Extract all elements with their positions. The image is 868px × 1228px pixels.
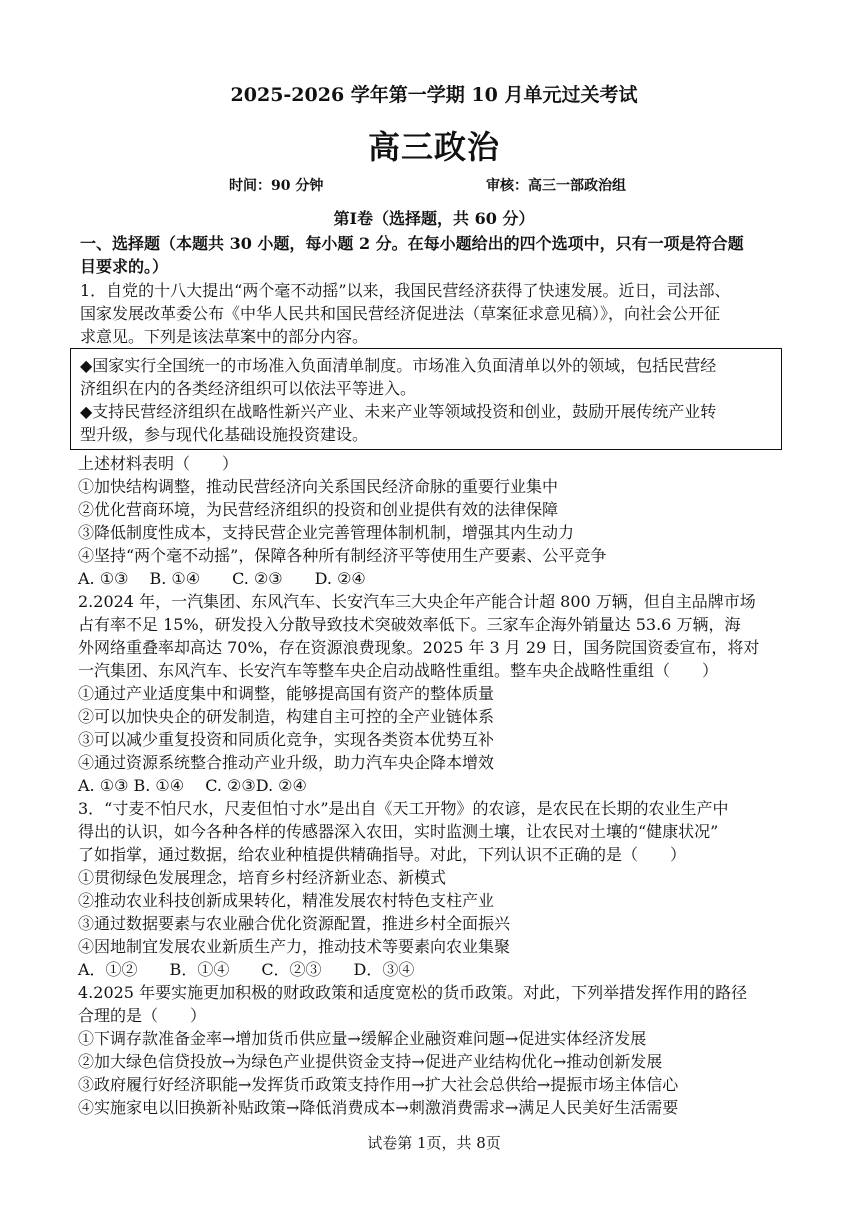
exam-time: 时间：90 分钟 bbox=[229, 178, 324, 194]
q1-item-2: ②优化营商环境，为民营经济组织的投资和创业提供有效的法律保障 bbox=[78, 500, 559, 519]
q1-box-line-3: ◆支持民营经济组织在战略性新兴产业、未来产业等领域投资和创业，鼓励开展传统产业转 bbox=[80, 402, 717, 421]
q3-stem-line-3: 了如指掌，通过数据，给农业种植提供精确指导。对此，下列认识不正确的是（ ） bbox=[78, 845, 687, 864]
q1-item-3: ③降低制度性成本，支持民营企业完善管理体制机制，增强其内生动力 bbox=[78, 523, 575, 542]
q1-item-4: ④坚持“两个毫不动摇”，保障各种所有制经济平等使用生产要素、公平竞争 bbox=[78, 546, 607, 565]
q3-stem-line-1: 3．“寸麦不怕尺水，尺麦但怕寸水”是出自《天工开物》的农谚，是农民在长期的农业生产中 bbox=[78, 799, 729, 818]
instructions-line-1: 一、选择题（本题共 30 小题，每小题 2 分。在每小题给出的四个选项中，只有一项是符合题 bbox=[80, 234, 744, 253]
q1-stem-line-3: 求意见。下列是该法草案中的部分内容。 bbox=[80, 327, 369, 346]
q1-item-1: ①加快结构调整，推动民营经济向关系国民经济命脉的重要行业集中 bbox=[78, 477, 559, 496]
q3-stem-line-2: 得出的认识，如今各种各样的传感器深入农田，实时监测土壤，让农民对土壤的“健康状况” bbox=[78, 822, 719, 841]
q1-stem-line-2: 国家发展改革委公布《中华人民共和国民营经济促进法（草案征求意见稿）》，向社会公开征 bbox=[80, 304, 721, 323]
q3-item-1: ①贯彻绿色发展理念，培育乡村经济新业态、新模式 bbox=[78, 868, 447, 887]
q2-stem-line-2: 占有率不足 15%，研发投入分散导致技术突破效率低下。三家车企海外销量达 53.6 万辆，海 bbox=[78, 615, 741, 634]
q1-options: A. ①③ B. ①④ C. ②③ D. ②④ bbox=[78, 569, 366, 588]
q4-item-4: ④实施家电以旧换新补贴政策→降低消费成本→刺激消费需求→满足人民美好生活需要 bbox=[78, 1098, 679, 1117]
q3-options: A．①② B．①④ C．②③ D．③④ bbox=[78, 960, 415, 979]
q2-item-1: ①通过产业适度集中和调整，能够提高国有资产的整体质量 bbox=[78, 684, 495, 703]
page-footer: 试卷第 1页，共 8页 bbox=[367, 1134, 501, 1152]
q4-item-1: ①下调存款准备金率→增加货币供应量→缓解企业融资难问题→促进实体经济发展 bbox=[78, 1029, 647, 1048]
q2-item-2: ②可以加快央企的研发制造，构建自主可控的全产业链体系 bbox=[78, 707, 495, 726]
q4-stem-line-1: 4.2025 年要实施更加积极的财政政策和适度宽松的货币政策。对此，下列举措发挥作用的路径 bbox=[78, 983, 748, 1002]
q3-item-3: ③通过数据要素与农业融合优化资源配置，推进乡村全面振兴 bbox=[78, 914, 511, 933]
q1-box-line-4: 型升级，参与现代化基础设施投资建设。 bbox=[80, 425, 369, 444]
q1-stem-line-1: 1．自党的十八大提出“两个毫不动摇”以来，我国民营经济获得了快速发展。近日，司法部、 bbox=[80, 281, 731, 300]
q4-stem-line-2: 合理的是（ ） bbox=[78, 1006, 207, 1025]
q1-prompt: 上述材料表明（ ） bbox=[78, 454, 239, 473]
q4-item-3: ③政府履行好经济职能→发挥货币政策支持作用→扩大社会总供给→提振市场主体信心 bbox=[78, 1075, 679, 1094]
q2-item-3: ③可以减少重复投资和同质化竞争，实现各类资本优势互补 bbox=[78, 730, 495, 749]
q3-item-2: ②推动农业科技创新成果转化，精准发展农村特色支柱产业 bbox=[78, 891, 495, 910]
exam-reviewer: 审核：高三一部政治组 bbox=[486, 178, 626, 194]
instructions-line-2: 目要求的。） bbox=[80, 257, 169, 276]
q1-box-line-2: 济组织在内的各类经济组织可以依法平等进入。 bbox=[80, 379, 417, 398]
exam-title: 2025-2026 学年第一学期 10 月单元过关考试 bbox=[230, 84, 638, 106]
q2-stem-line-1: 2.2024 年，一汽集团、东风汽车、长安汽车三大央企年产能合计超 800 万辆，但自主品牌市场 bbox=[78, 592, 756, 611]
q2-options: A. ①③ B. ①④ C. ②③D. ②④ bbox=[78, 776, 307, 795]
q2-item-4: ④通过资源系统整合推动产业升级，助力汽车央企降本增效 bbox=[78, 753, 495, 772]
q4-item-2: ②加大绿色信贷投放→为绿色产业提供资金支持→促进产业结构优化→推动创新发展 bbox=[78, 1052, 663, 1071]
subject-title: 高三政治 bbox=[367, 128, 500, 166]
q2-stem-line-3: 外网络重叠率却高达 70%，存在资源浪费现象。2025 年 3 月 29 日，国务院国资委宣布，将对 bbox=[78, 638, 760, 657]
q2-stem-line-4: 一汽集团、东风汽车、长安汽车等整车央企启动战略性重组。整车央企战略性重组（ ） bbox=[78, 661, 719, 680]
section-heading: 第Ⅰ卷（选择题，共 60 分） bbox=[333, 209, 535, 228]
q3-item-4: ④因地制宜发展农业新质生产力，推动技术等要素向农业集聚 bbox=[78, 937, 511, 956]
q1-box-line-1: ◆国家实行全国统一的市场准入负面清单制度。市场准入负面清单以外的领域，包括民营经 bbox=[80, 356, 717, 375]
